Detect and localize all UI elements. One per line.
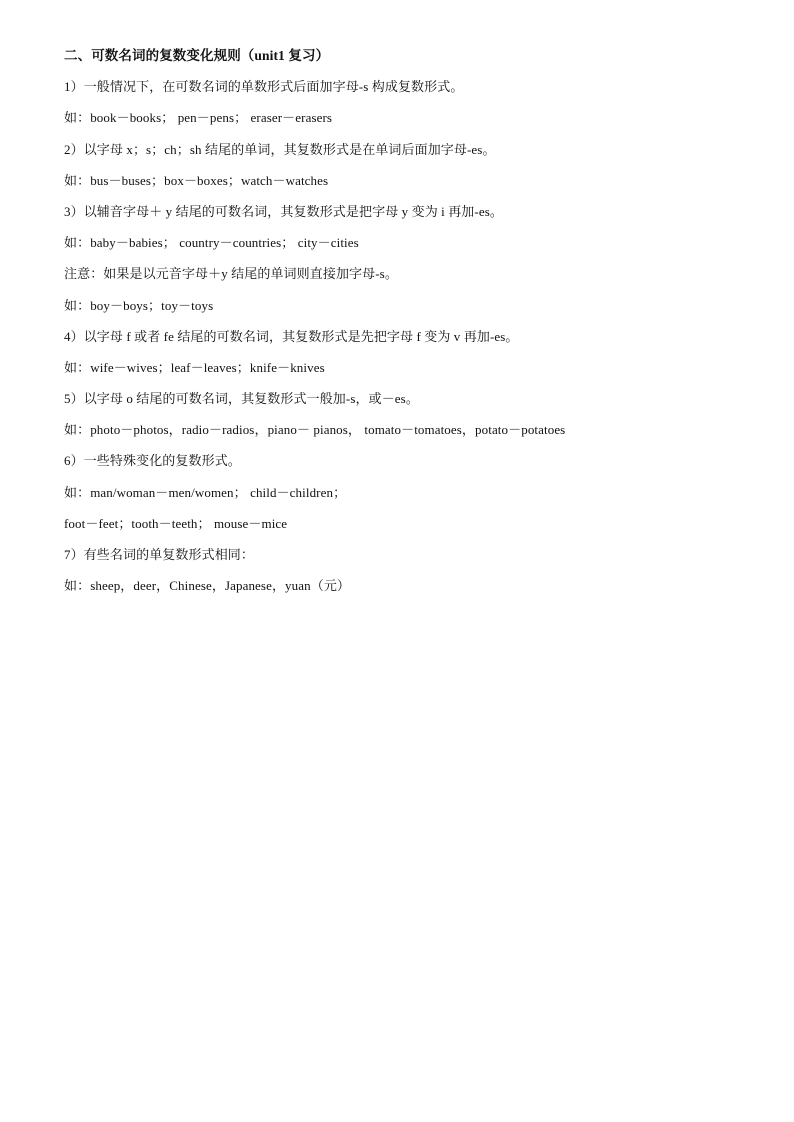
rule-6-examples-1: 如：man/woman－men/women； child－children； — [64, 484, 347, 500]
rule-3-examples: 如：baby－babies； country－countries； city－cities — [64, 235, 359, 251]
rule-3-note-examples: 如：boy－boys；toy－toys — [64, 297, 214, 313]
document-body — [64, 46, 744, 607]
rule-5-examples: 如：photo－photos，radio－radios，piano－ pianos， tomato－tomatoes，potato－potatoes — [64, 422, 566, 438]
section-title: 二、可数名词的复数变化规则（unit1 复习） — [64, 48, 330, 63]
rule-4: 4）以字母 f 或者 fe 结尾的可数名词，其复数形式是先把字母 f 变为 v 再加-es。 — [64, 328, 519, 344]
rule-2: 2）以字母 x；s；ch；sh 结尾的单词，其复数形式是在单词后面加字母-es。 — [64, 141, 496, 157]
rule-6: 6）一些特殊变化的复数形式。 — [64, 453, 241, 469]
rule-2-examples: 如：bus－buses；box－boxes；watch－watches — [64, 172, 329, 188]
rule-7-examples: 如：sheep，deer，Chinese，Japanese，yuan（元） — [64, 578, 351, 594]
rule-1-examples: 如：book－books； pen－pens； eraser－erasers — [64, 110, 333, 126]
rule-7: 7）有些名词的单复数形式相同： — [64, 547, 255, 562]
rule-3-note: 注意：如果是以元音字母＋y 结尾的单词则直接加字母-s。 — [64, 266, 398, 282]
rule-3: 3）以辅音字母＋ y 结尾的可数名词，其复数形式是把字母 y 变为 i 再加-es。 — [64, 203, 503, 219]
rule-4-examples: 如：wife－wives；leaf－leaves；knife－knives — [64, 359, 325, 375]
rule-5: 5）以字母 o 结尾的可数名词，其复数形式一般加-s，或－es。 — [64, 391, 419, 407]
rule-6-examples-2: foot－feet；tooth－teeth； mouse－mice — [64, 515, 288, 531]
rule-1: 1）一般情况下，在可数名词的单数形式后面加字母-s 构成复数形式。 — [64, 79, 464, 95]
